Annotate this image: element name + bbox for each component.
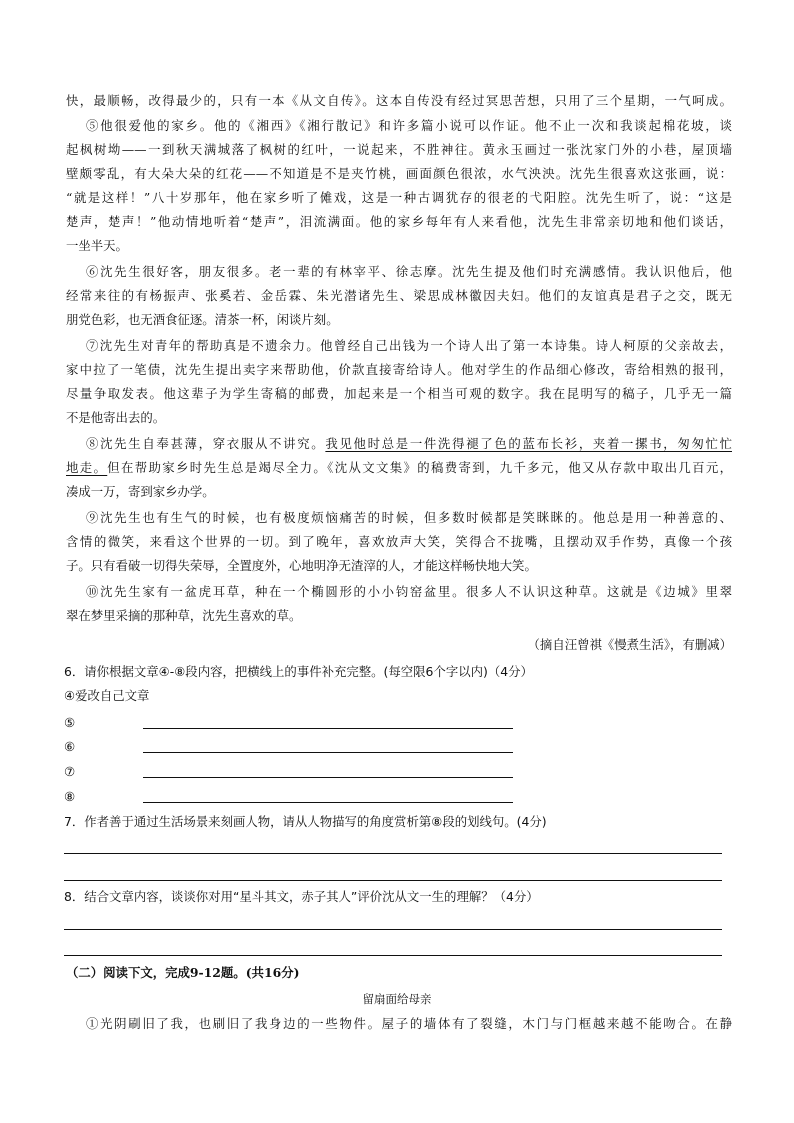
question-6-given: ④爱改自己文章 bbox=[64, 688, 150, 703]
section-2-first-line: ①光阴刷旧了我，也刷旧了我身边的一些物件。屋子的墙体有了裂缝，木门与门框越来越不能吻合。在静 bbox=[86, 1016, 732, 1031]
para8-underlined-1: 我见他时总是一件洗得褪了色的蓝布长衫，夹着一摞书，匆匆忙忙 bbox=[325, 436, 732, 451]
article-line-20: 子。只有看破一切得失荣辱，全置度外，心地明净无渣滓的人，才能这样畅快地大笑。 bbox=[66, 558, 537, 573]
article-line-18: ⑨沈先生也有生气的时候，也有极度烦恼痛苦的时候，但多数时候都是笑眯眯的。他总是用一种善意的、 bbox=[86, 510, 732, 525]
article-line-8: ⑥沈先生很好客，朋友很多。老一辈的有林宰平、徐志摩。沈先生提及他们时充满感情。我认识他后，他 bbox=[86, 264, 732, 279]
blank-underline bbox=[143, 752, 513, 753]
section-2-title: 留扇面给母亲 bbox=[362, 992, 432, 1006]
article-line-11: ⑦沈先生对青年的帮助真是不遗余力。他曾经自己出钱为一个诗人出了第一本诗集。诗人柯原的父亲故去， bbox=[86, 338, 732, 353]
article-line-21: ⑩沈先生家有一盆虎耳草，种在一个椭圆形的小小钧窑盆里。很多人不认识这种草。这就是《边城》里翠 bbox=[86, 584, 732, 599]
answer-line-q7-2[interactable] bbox=[64, 880, 722, 881]
question-6: 6．请你根据文章④-⑧段内容，把横线上的事件补充完整。(每空限6个字以内)（4分） bbox=[64, 664, 533, 679]
question-7: 7．作者善于通过生活场景来刻画人物，请从人物描写的角度赏析第⑧段的划线句。(4分) bbox=[64, 814, 547, 829]
section-2-heading: （二）阅读下文，完成9-12题。(共16分) bbox=[66, 965, 300, 980]
blank-underline bbox=[143, 728, 513, 729]
para8-plain-2: 但在帮助家乡时先生总是竭尽全力。《沈从文文集》的稿费寄到，九千多元，他又从存款中取出几百元， bbox=[107, 460, 732, 475]
blank-number: ⑤ bbox=[64, 715, 76, 730]
blank-number: ⑧ bbox=[64, 789, 76, 804]
article-line-19: 含情的微笑，来看这个世界的一切。到了晚年，喜欢放声大笑，笑得合不拢嘴，且摆动双手作势，真像一个孩 bbox=[66, 534, 732, 549]
blank-underline bbox=[143, 802, 513, 803]
article-line-6: 楚声，楚声！”他动情地听着“楚声”，泪流满面。他的家乡每年有人来看他，沈先生非常亲切地和他们谈话， bbox=[66, 214, 732, 229]
article-line-1: 快，最顺畅，改得最少的，只有一本《从文自传》。这本自传没有经过冥思苦想，只用了三个星期，一气呵成。 bbox=[66, 93, 732, 108]
question-8: 8．结合文章内容，谈谈你对用“星斗其文，赤子其人”评价沈从文一生的理解？（4分） bbox=[64, 889, 539, 904]
blank-number: ⑦ bbox=[64, 764, 76, 779]
answer-blank-8[interactable] bbox=[64, 786, 78, 808]
para8-plain: ⑧沈先生自奉甚薄，穿衣服从不讲究。 bbox=[86, 436, 326, 451]
article-line-12: 家中拉了一笔债，沈先生提出卖字来帮助他，价款直接寄给诗人。他对学生的作品细心修改，寄给相熟的报刊， bbox=[66, 362, 732, 377]
answer-line-q8-2[interactable] bbox=[64, 955, 722, 956]
article-line-3: 起枫树坳——一到秋天满城落了枫树的红叶，一说起来，不胜神往。黄永玉画过一张沈家门外的小巷，屋顶墙 bbox=[66, 142, 732, 157]
para8-underlined-2: 地走。 bbox=[66, 460, 108, 475]
answer-blank-5[interactable] bbox=[64, 712, 78, 734]
para8-line-3: 凑成一万，寄到家乡办学。 bbox=[66, 484, 215, 499]
para8-line-2 bbox=[66, 457, 732, 479]
article-line-10: 朋党色彩，也无酒食征逐。清茶一杯，闲谈片刻。 bbox=[66, 312, 339, 327]
answer-blank-6[interactable] bbox=[64, 736, 78, 758]
article-line-9: 经常来往的有杨振声、张奚若、金岳霖、朱光潜诸先生、梁思成林徽因夫妇。他们的友谊真是君子之交，既无 bbox=[66, 288, 732, 303]
answer-blank-7[interactable] bbox=[64, 761, 78, 783]
article-line-14: 不是他寄出去的。 bbox=[66, 410, 166, 425]
article-line-2: ⑤他很爱他的家乡。他的《湘西》《湘行散记》和许多篇小说可以作证。他不止一次和我谈起棉花坡，谈 bbox=[86, 118, 732, 133]
article-line-5: “就是这样！”八十岁那年，他在家乡听了傩戏，这是一种古调犹存的很老的弋阳腔。沈先生听了，说：“这是 bbox=[66, 190, 732, 205]
article-line-22: 翠在梦里采摘的那种草，沈先生喜欢的草。 bbox=[66, 608, 302, 623]
article-line-13: 尽量争取发表。他这辈子为学生寄稿的邮费，加起来是一个相当可观的数字。我在昆明写的稿子，几乎无一篇 bbox=[66, 386, 732, 401]
article-line-7: 一坐半天。 bbox=[66, 238, 128, 253]
para8-line-1 bbox=[86, 433, 732, 455]
blank-number: ⑥ bbox=[64, 739, 76, 754]
article-source: （摘自汪曾祺《慢煮生活》，有删减） bbox=[527, 637, 732, 652]
article-line-4: 壁颇零乱，有大朵大朵的红花——不知道是不是夹竹桃，画面颜色很浓，水气泱泱。沈先生很喜欢这张画，说： bbox=[66, 166, 732, 181]
answer-line-q7-1[interactable] bbox=[64, 853, 722, 854]
blank-underline bbox=[143, 777, 513, 778]
answer-line-q8-1[interactable] bbox=[64, 929, 722, 930]
